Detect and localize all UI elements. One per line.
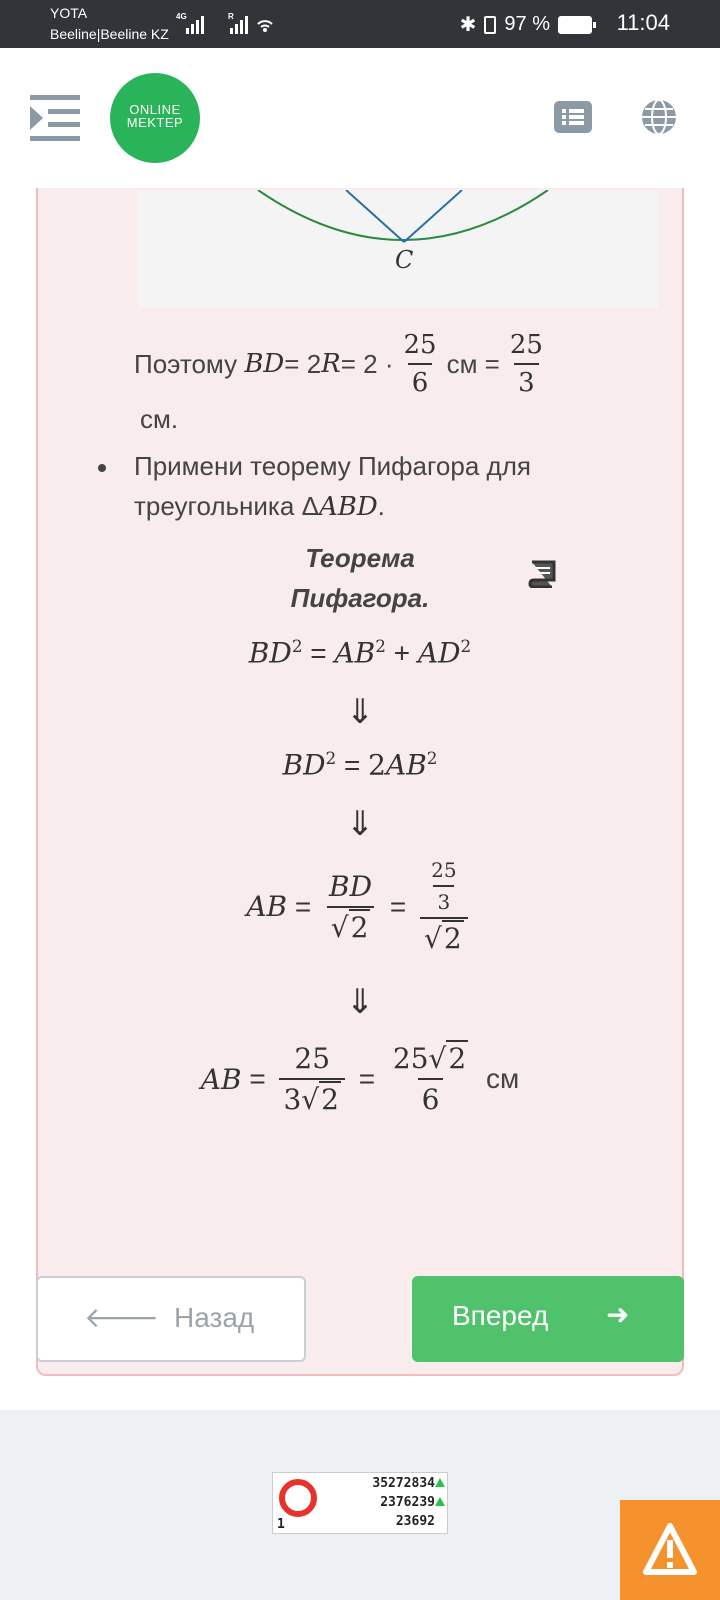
counter-logo-icon — [279, 1479, 317, 1517]
equals-2-dot: = 2 · — [340, 348, 394, 379]
bullet-line-2: треугольника ΔABD. — [134, 491, 385, 522]
report-error-button[interactable] — [620, 1500, 720, 1600]
unit-cm-equals: см = — [446, 348, 500, 379]
fraction-25-6: $\frac{25}{6}$ — [403, 330, 437, 398]
bullet-line-1: Примени теорему Пифагора для — [134, 451, 531, 481]
bullet-dot — [98, 464, 106, 472]
back-button[interactable] — [36, 1276, 306, 1362]
network-type-1: 4G — [176, 12, 187, 21]
arrow-left-icon: 🡐 — [84, 1302, 160, 1333]
network-type-2: R — [228, 12, 234, 21]
up-arrow-icon — [435, 1497, 445, 1506]
equation-bd-2ab: $BD^2 = 2AB^2$ — [282, 748, 438, 782]
carrier-name-1: YOTA — [50, 5, 88, 21]
globe-icon[interactable] — [640, 98, 678, 136]
fraction-253-sqrt2: $\frac{\frac{25}{3}}{√2}$ — [420, 858, 468, 955]
fraction-25-3: $\frac{25}{3}$ — [509, 330, 543, 398]
vertex-c-label: C — [395, 246, 414, 274]
clock: 11:04 — [616, 10, 670, 35]
app-header — [0, 48, 720, 188]
up-arrow-icon — [435, 1478, 445, 1487]
signal-icon-2 — [230, 12, 248, 34]
next-button[interactable] — [412, 1276, 684, 1362]
warning-icon — [620, 1500, 720, 1600]
line-prefix: Поэтому — [134, 348, 238, 379]
lesson-content[interactable] — [0, 188, 720, 1410]
book-icon[interactable] — [526, 560, 556, 588]
theorem-link-label[interactable]: Теорема Пифагора. — [290, 543, 430, 613]
implies-arrow-2: ⇓ — [345, 805, 375, 843]
counter-left-digit: 1 — [277, 1517, 285, 1532]
next-button-label: Вперед — [452, 1300, 549, 1331]
wifi-icon — [256, 14, 274, 32]
geometry-figure — [138, 190, 658, 308]
implies-arrow-3: ⇓ — [345, 983, 375, 1021]
bullet-instruction — [134, 446, 531, 527]
result-unit: см — [485, 1063, 520, 1094]
status-bar — [0, 0, 720, 48]
result-line-bd — [134, 324, 553, 404]
equation-ab-result: AB = $\frac{25}{3√2}$ = $\frac{25√2}{6}$ см — [200, 1042, 520, 1116]
counter-value-2: 2376239 — [380, 1495, 435, 1510]
equals-2: = 2 — [284, 348, 322, 379]
logo-line-2: MEKTEP — [126, 115, 184, 130]
vibrate-icon — [484, 16, 496, 34]
fraction-25-3sqrt2: $\frac{25}{3√2}$ — [279, 1042, 344, 1116]
fraction-25sqrt2-6: $\frac{25√2}{6}$ — [392, 1042, 467, 1116]
bluetooth-icon: ✱ — [459, 14, 477, 36]
unit-cm-line: см. — [140, 404, 179, 434]
menu-toggle-icon[interactable] — [30, 95, 80, 141]
battery-percent: 97 % — [504, 13, 550, 35]
var-r: R — [321, 349, 341, 379]
visitor-counter-badge[interactable] — [272, 1472, 448, 1534]
arrow-right-icon: ➜ — [606, 1299, 630, 1330]
list-icon[interactable] — [554, 101, 592, 133]
status-right — [460, 12, 592, 37]
implies-arrow-1: ⇓ — [345, 693, 375, 731]
equation-pythagoras: $BD^2 = AB^2 + AD^2$ — [248, 636, 472, 670]
fraction-bd-sqrt2: $\frac{BD}{√2}$ — [325, 870, 376, 944]
battery-icon — [558, 16, 592, 34]
signal-icon-1 — [186, 12, 204, 34]
onlinemektep-logo[interactable] — [110, 73, 200, 163]
carrier-name-2: Beeline|Beeline KZ — [50, 26, 169, 42]
back-button-label: Назад — [174, 1302, 255, 1333]
logo-line-1: ONLINE — [129, 102, 181, 117]
counter-value-1: 35272834 — [372, 1476, 435, 1491]
counter-value-3: 23692 — [395, 1514, 435, 1529]
var-bd: BD — [244, 349, 285, 379]
equation-ab-fraction: AB = $\frac{BD}{√2}$ = $\frac{\frac{25}{3}}{√2}$ — [36, 858, 684, 955]
